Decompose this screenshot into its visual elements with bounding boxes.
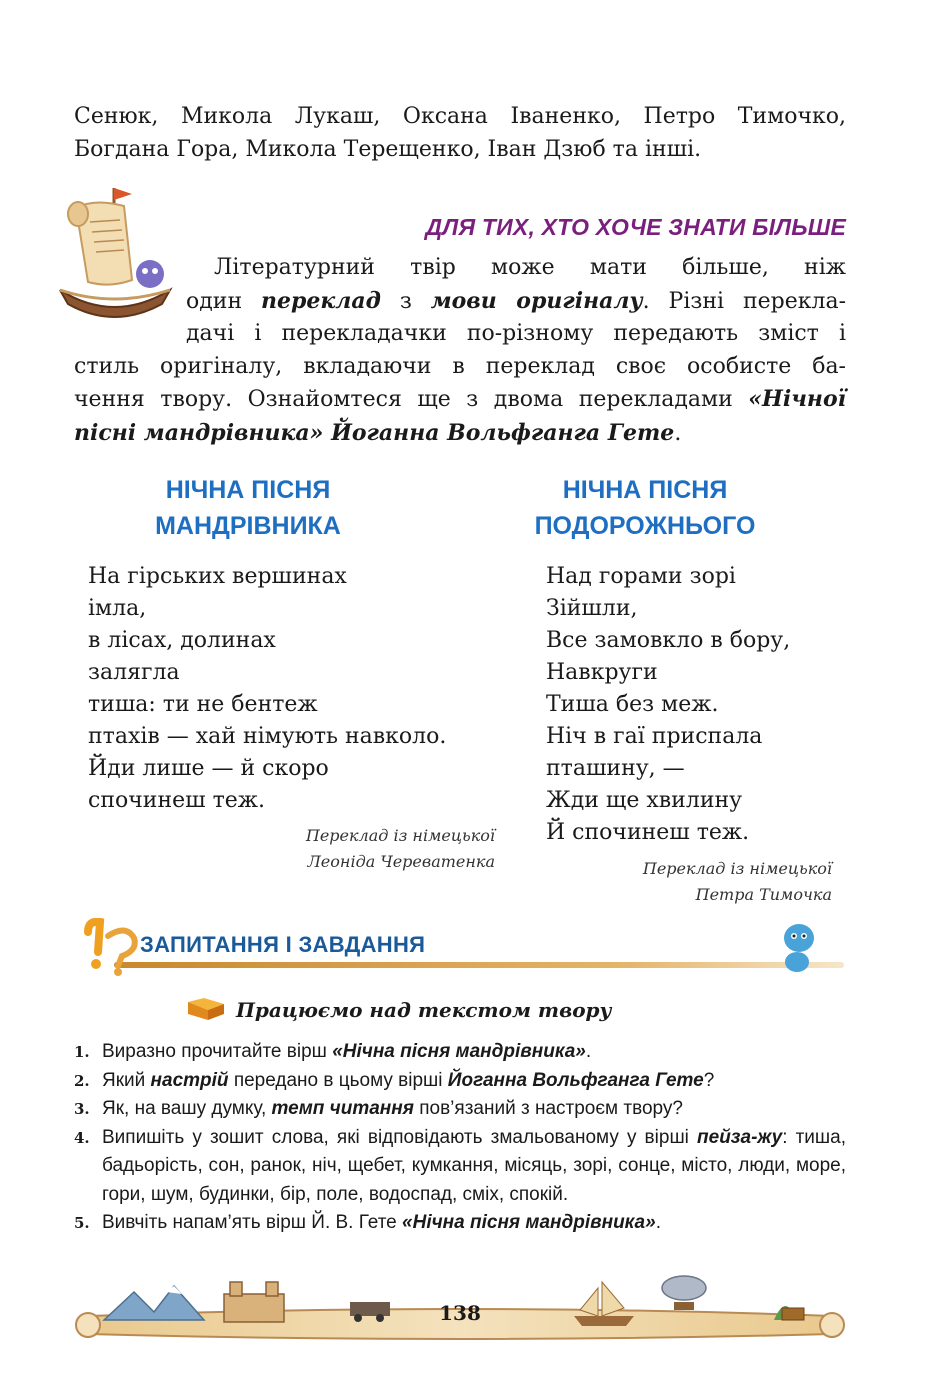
poem-line: Жди ще хвилину bbox=[546, 788, 743, 813]
intro-line-2: Богдана Гора, Микола Терещенко, Іван Дзюб та інші. bbox=[74, 137, 702, 162]
questions-title: ЗАПИТАННЯ І ЗАВДАННЯ bbox=[140, 932, 426, 957]
intro-paragraph bbox=[74, 100, 846, 166]
learn-more-line: чення твору. Ознайомтеся ще з двома перекладами «Нічної bbox=[74, 386, 846, 412]
poem-line: птахів — хай німують навколо. bbox=[88, 724, 447, 749]
task-item: 5. Вивчіть напам’ять вірш Й. В. Гете «Нічна пісня мандрівника». bbox=[74, 1212, 661, 1233]
poem-2-credit: Переклад із німецької Петра Тимочка bbox=[642, 859, 832, 904]
task-item: 4. Випишіть у зошит слова, які відповідають змальованому у вірші пейза-жу: тиша, бадьорість, сон, ранок, ніч, щебет, кумкання, місяць, зорі, сонце, місто, люди, море, гори, шум, будинки, бір, поле, водоспад, сміх, спокій. bbox=[74, 1126, 847, 1205]
term-translation: переклад bbox=[261, 287, 381, 314]
poem-2-text bbox=[546, 561, 790, 849]
poem-line: імла, bbox=[88, 596, 147, 621]
learn-more-line: Літературний твір може мати більше, ніж bbox=[214, 255, 846, 280]
poem-1-credit: Переклад із німецької Леоніда Череватенка bbox=[305, 826, 495, 871]
poem-line: Навкруги bbox=[546, 660, 658, 685]
poem-line: тиша: ти не бентеж bbox=[88, 692, 318, 717]
poem-line: пташину, — bbox=[546, 756, 685, 781]
learn-more-title: ДЛЯ ТИХ, ХТО ХОЧЕ ЗНАТИ БІЛЬШЕ bbox=[425, 214, 846, 240]
task-item: 3. Як, на вашу думку, темп читання пов’язаний з настроєм твору? bbox=[74, 1098, 683, 1119]
task-item: 2. Який настрій передано в цьому вірші Йоганна Вольфганга Гете? bbox=[74, 1069, 715, 1091]
intro-line-1: Сенюк, Микола Лукаш, Оксана Іваненко, Петро Тимочко, bbox=[74, 104, 846, 129]
poem-line: Йди лише — й скоро bbox=[88, 756, 329, 781]
poem-2-title: НІЧНА ПІСНЯ ПОДОРОЖНЬОГО bbox=[534, 476, 756, 540]
poem-line: Тиша без меж. bbox=[546, 692, 719, 717]
poem-line: На гірських вершинах bbox=[88, 564, 347, 589]
task-item: 1. Виразно прочитайте вірш «Нічна пісня мандрівника». bbox=[74, 1041, 592, 1062]
poem-line: Ніч в гаї приспала bbox=[546, 724, 763, 749]
poem-1-title: НІЧНА ПІСНЯ МАНДРІВНИКА bbox=[155, 476, 341, 540]
poem-line: Й спочинеш теж. bbox=[546, 820, 750, 845]
learn-more-line: стиль оригіналу, вкладаючи в переклад своє особисте ба- bbox=[74, 353, 846, 379]
learn-more-line: пісні мандрівника» Йоганна Вольфганга Гете. bbox=[74, 419, 682, 446]
work-subtitle: Працюємо над текстом твору bbox=[236, 998, 612, 1022]
book-icon bbox=[186, 996, 226, 1022]
poem-line: Зійшли, bbox=[546, 596, 638, 621]
poem-1-text bbox=[88, 561, 446, 817]
learn-more-line: дачі і перекладачки по-різному передають зміст і bbox=[186, 321, 846, 346]
poem-line: Все замовкло в бору, bbox=[546, 628, 791, 653]
learn-more-line: один переклад з мови оригіналу. Різні перекла- bbox=[186, 287, 846, 314]
page-number: 138 bbox=[439, 1301, 481, 1325]
task-list bbox=[74, 1038, 846, 1238]
poem-line: Над горами зорі bbox=[546, 564, 736, 589]
term-original-language: мови оригіналу bbox=[430, 287, 643, 314]
poem-line: в лісах, долинах bbox=[88, 628, 276, 653]
poem-line: спочинеш теж. bbox=[88, 788, 265, 813]
learn-more-text bbox=[74, 252, 846, 450]
poem-line: залягла bbox=[88, 660, 180, 685]
